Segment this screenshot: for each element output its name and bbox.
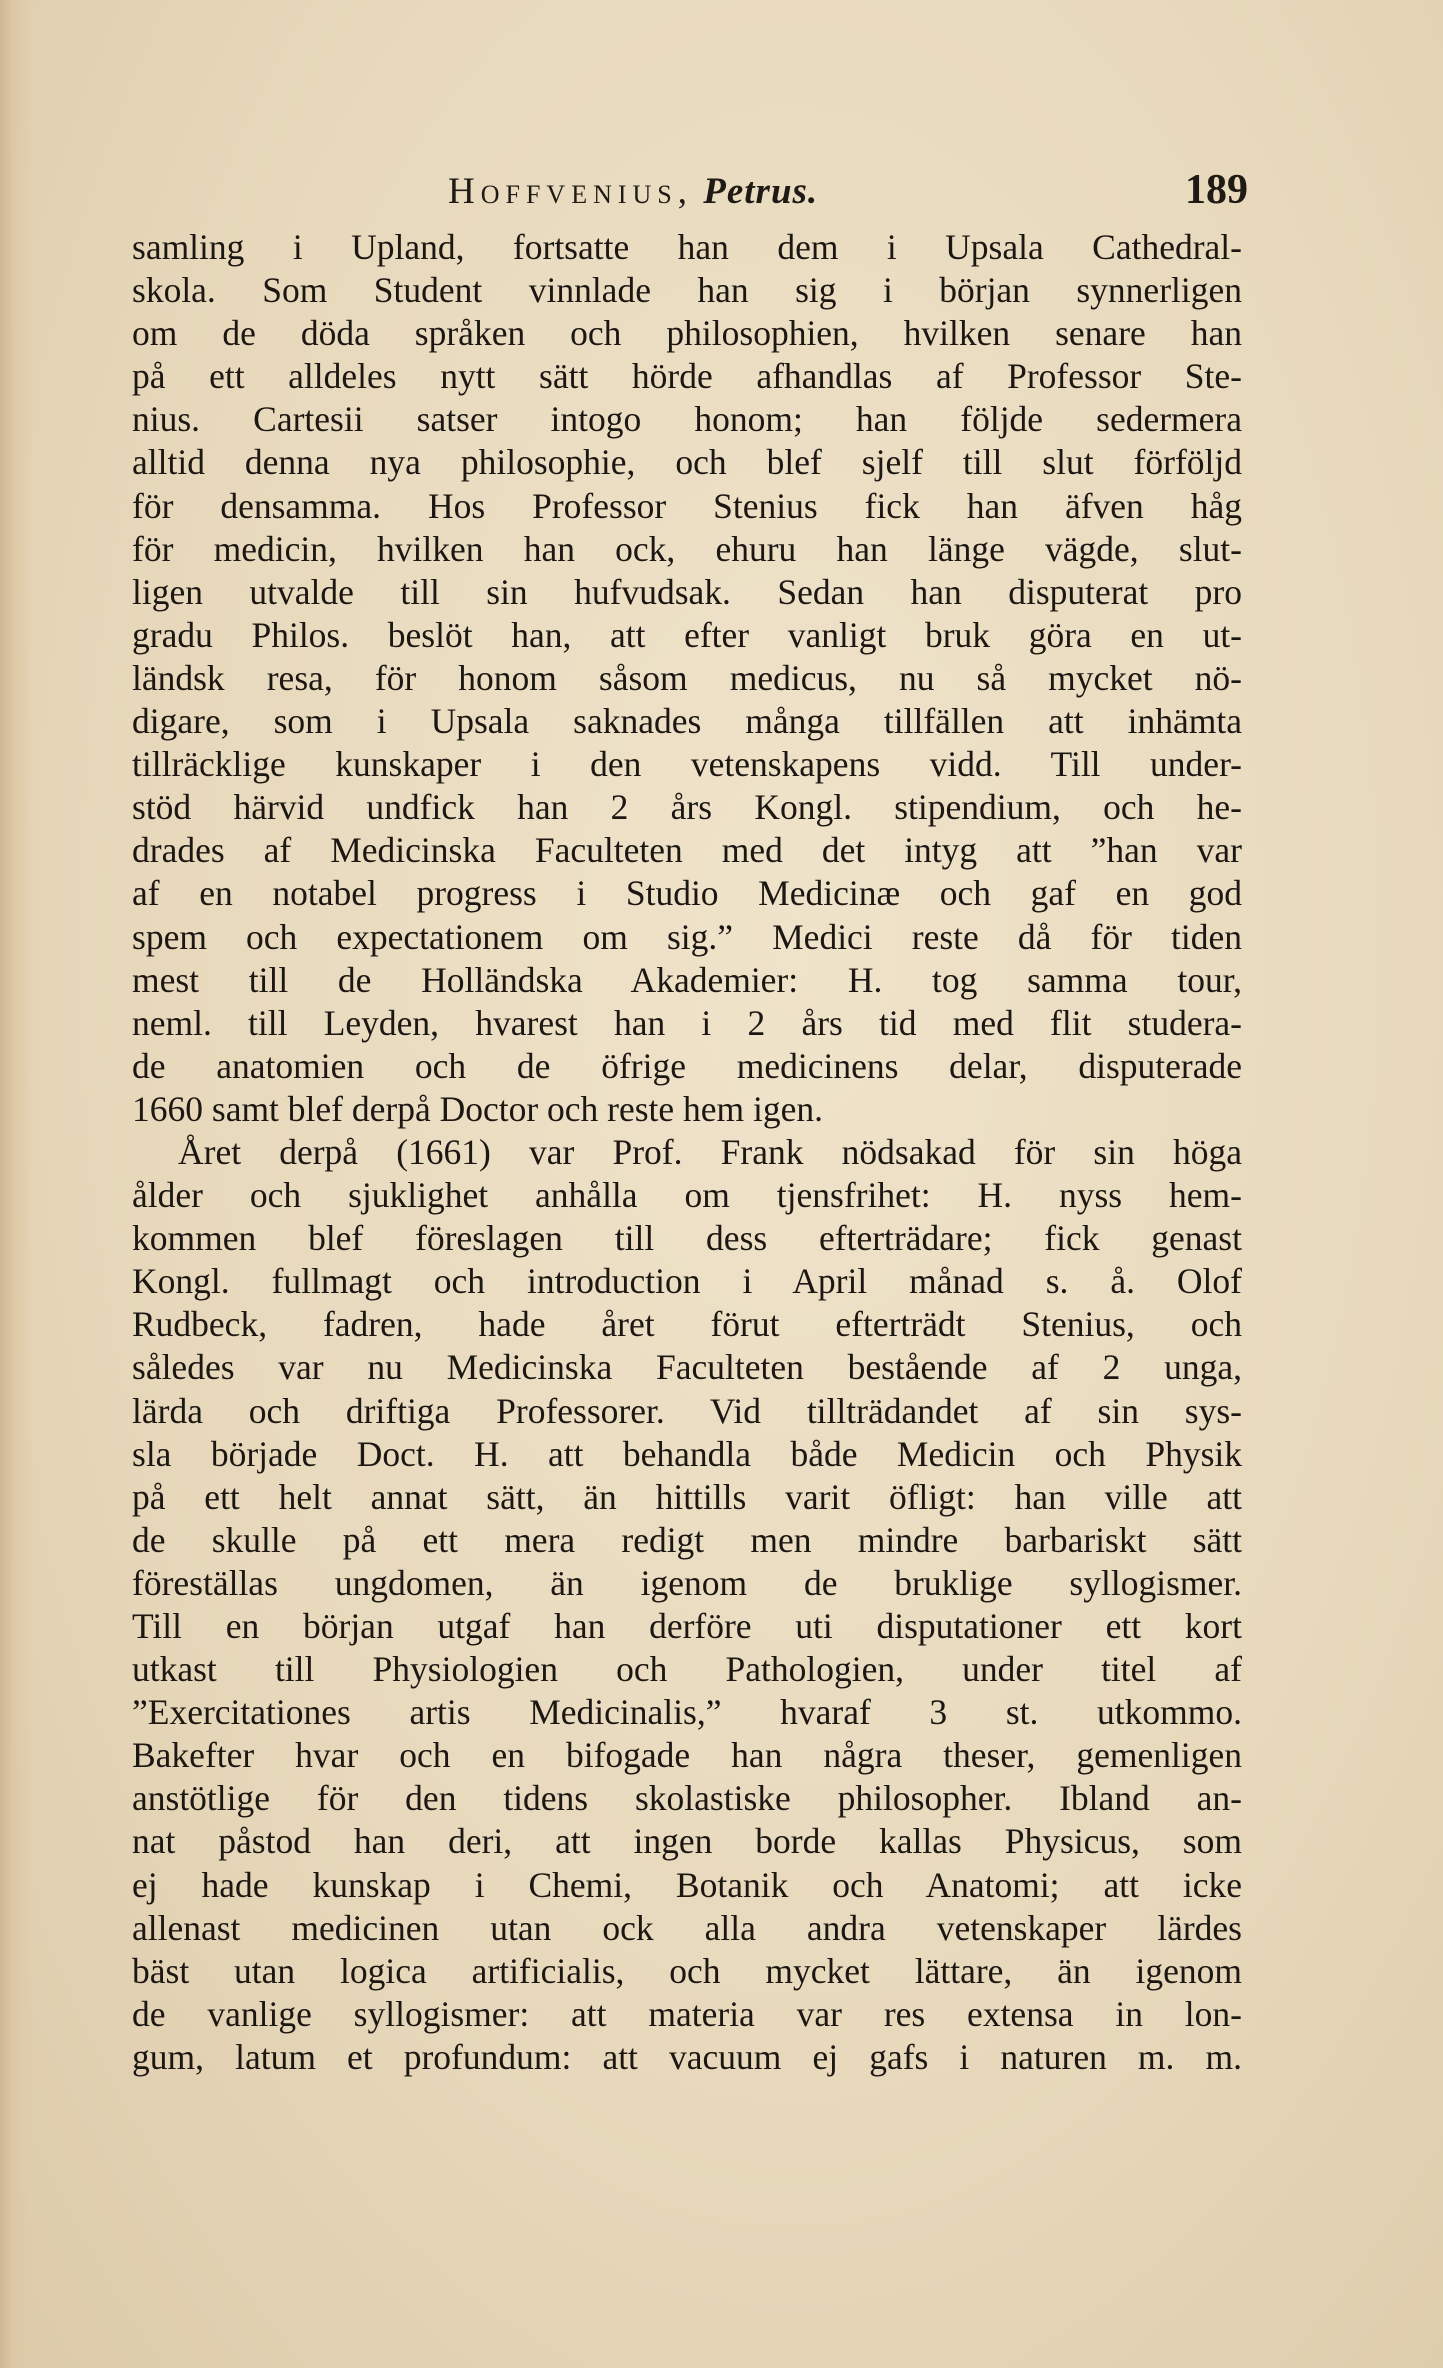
text-line: de anatomien och de öfrige medicinens delar, disputerade [132, 1045, 1242, 1086]
text-line: af en notabel progress i Studio Medicinæ och gaf en god [132, 873, 1242, 914]
text-line: drades af Medicinska Faculteten med det intyg att ”han var [132, 830, 1242, 871]
text-line: stöd härvid undfick han 2 års Kongl. stipendium, och he- [132, 787, 1242, 828]
text-line: mest till de Holländska Akademier: H. tog samma tour, [132, 959, 1242, 1000]
text-line: gradu Philos. beslöt han, att efter vanligt bruk göra en ut- [132, 614, 1242, 655]
author-given-name: Petrus. [703, 171, 819, 212]
text-line: neml. till Leyden, hvarest han i 2 års tid med flit studera- [132, 1002, 1242, 1043]
body-text [132, 226, 1242, 2079]
text-line: tillräcklige kunskaper i den vetenskapens vidd. Till under- [132, 744, 1242, 785]
text-line: Året derpå (1661) var Prof. Frank nödsakad för sin höga [178, 1131, 1242, 1172]
text-line: lärda och driftiga Professorer. Vid tillträdandet af sin sys- [132, 1390, 1242, 1431]
author-surname: Hoffvenius, [448, 171, 693, 212]
page-header [448, 167, 1248, 220]
page-number: 189 [1185, 167, 1248, 213]
text-line: Kongl. fullmagt och introduction i April månad s. å. Olof [132, 1261, 1242, 1302]
text-line: ”Exercitationes artis Medicinalis,” hvaraf 3 st. utkommo. [132, 1692, 1242, 1733]
text-line: anstötlige för den tidens skolastiske philosopher. Ibland an- [132, 1778, 1242, 1819]
text-line: Till en början utgaf han derföre uti disputationer ett kort [132, 1606, 1242, 1646]
text-line: utkast till Physiologien och Pathologien, under titel af [132, 1649, 1242, 1690]
text-line: om de döda språken och philosophien, hvilken senare han [132, 313, 1242, 354]
text-line: Rudbeck, fadren, hade året förut efterträdt Stenius, och [132, 1304, 1242, 1345]
page-binding-edge [0, 0, 34, 2368]
text-line: kommen blef föreslagen till dess efterträdare; fick genast [132, 1218, 1242, 1259]
text-line: således var nu Medicinska Faculteten bestående af 2 unga, [132, 1347, 1242, 1388]
text-line: ålder och sjuklighet anhålla om tjensfrihet: H. nyss hem- [132, 1175, 1242, 1216]
text-line: ländsk resa, för honom såsom medicus, nu så mycket nö- [132, 657, 1242, 698]
text-line: sla började Doct. H. att behandla både Medicin och Physik [132, 1433, 1242, 1474]
text-line: för densamma. Hos Professor Stenius fick han äfven håg [132, 485, 1242, 526]
text-line: allenast medicinen utan ock alla andra vetenskaper lärdes [132, 1907, 1242, 1948]
text-line: föreställas ungdomen, än igenom de bruklige syllogismer. [132, 1562, 1242, 1603]
text-line: på ett alldeles nytt sätt hörde afhandlas af Professor Ste- [132, 356, 1242, 397]
text-line: bäst utan logica artificialis, och mycket lättare, än igenom [132, 1950, 1242, 1991]
text-line: 1660 samt blef derpå Doctor och reste hem igen. [132, 1088, 824, 1129]
text-line: för medicin, hvilken han ock, ehuru han länge vägde, slut- [132, 528, 1242, 569]
text-line: på ett helt annat sätt, än hittills varit öfligt: han ville att [132, 1476, 1242, 1517]
text-line: samling i Upland, fortsatte han dem i Upsala Cathedral- [132, 227, 1242, 267]
text-line: digare, som i Upsala saknades många tillfällen att inhämta [132, 701, 1242, 742]
text-line: ej hade kunskap i Chemi, Botanik och Anatomi; att icke [132, 1864, 1242, 1905]
text-line: skola. Som Student vinnlade han sig i början synnerligen [132, 270, 1242, 311]
text-line: nius. Cartesii satser intogo honom; han följde sedermera [132, 399, 1242, 440]
text-line: de vanlige syllogismer: att materia var res extensa in lon- [132, 1993, 1242, 2034]
text-line: de skulle på ett mera redigt men mindre barbariskt sätt [132, 1519, 1242, 1560]
text-line: gum, latum et profundum: att vacuum ej gafs i naturen m. m. [132, 2036, 1242, 2077]
text-line: spem och expectationem om sig.” Medici reste då för tiden [132, 916, 1242, 957]
text-line: nat påstod han deri, att ingen borde kallas Physicus, som [132, 1821, 1242, 1862]
running-head [448, 170, 818, 213]
text-line: ligen utvalde till sin hufvudsak. Sedan han disputerat pro [132, 571, 1242, 612]
text-line: Bakefter hvar och en bifogade han några theser, gemenligen [132, 1735, 1242, 1776]
text-line: alltid denna nya philosophie, och blef sjelf till slut förföljd [132, 442, 1242, 483]
